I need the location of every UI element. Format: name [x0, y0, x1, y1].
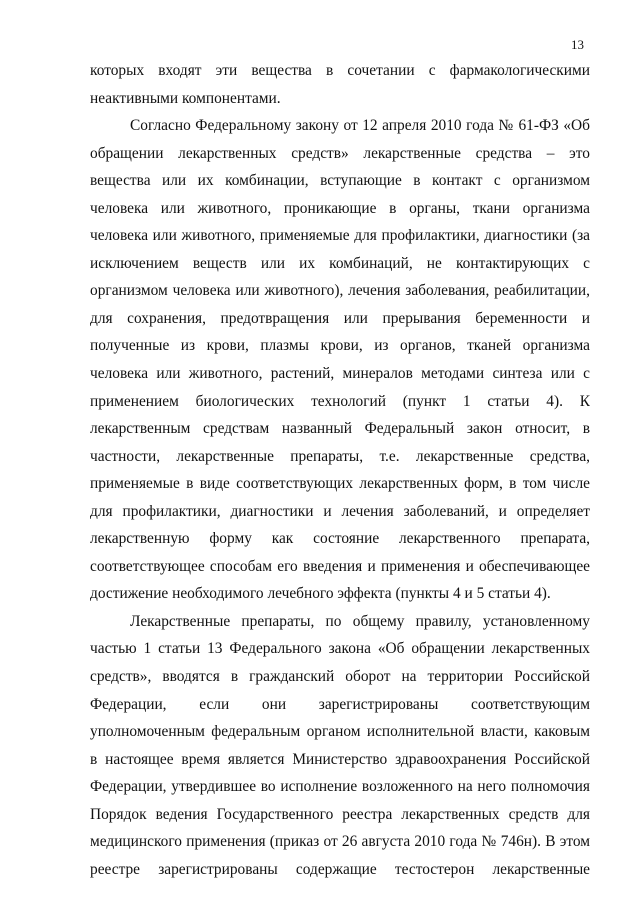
text-line: применением биологических технологий (пункт 1 статьи 4). К — [90, 392, 590, 410]
text-line: частности, лекарственные препараты, т.е. лекарственные средства, — [90, 447, 590, 465]
text-line: человека или животного, проникающие в органы, ткани организма — [90, 199, 590, 217]
text-line: уполномоченным федеральным органом исполнительной власти, каковым — [90, 723, 590, 741]
text-line: исключением веществ или их комбинаций, не контактирующих с — [90, 254, 590, 272]
text-line: Федерации, утвердившее во исполнение возложенного на него полномочия — [90, 778, 590, 796]
text-line: человека или животного, растений, минералов методами синтеза или с — [90, 365, 590, 383]
text-line: достижение необходимого лечебного эффекта (пункты 4 и 5 статьи 4). — [90, 585, 551, 603]
text-line: в настоящее время является Министерство здравоохранения Российской — [90, 750, 590, 768]
text-line: организмом человека или животного), лечения заболевания, реабилитации, — [90, 282, 590, 300]
text-line: средств», вводятся в гражданский оборот на территории Российской — [90, 668, 590, 686]
text-line: лекарственным средствам названный Федеральный закон относит, в — [90, 420, 590, 438]
text-line: применяемые в виде соответствующих лекарственных форм, в том числе — [90, 475, 590, 493]
text-line: вещества или их комбинации, вступающие в контакт с организмом — [90, 172, 590, 190]
text-line: Лекарственные препараты, по общему правилу, установленному — [130, 612, 590, 630]
text-line: для профилактики, диагностики и лечения заболеваний, и определяет — [90, 502, 590, 520]
text-line: человека или животного, применяемые для профилактики, диагностики (за — [90, 227, 590, 245]
text-line: полученные из крови, плазмы крови, из органов, тканей организма — [90, 337, 590, 355]
text-line: реестре зарегистрированы содержащие тестостерон лекарственные — [90, 860, 590, 878]
text-line: Федерации, если они зарегистрированы соответствующим — [90, 695, 590, 713]
text-line: частью 1 статьи 13 Федерального закона «Об обращении лекарственных — [90, 640, 590, 658]
text-line: которых входят эти вещества в сочетании с фармакологическими — [90, 62, 590, 79]
text-line: медицинского применения (приказ от 26 августа 2010 года № 746н). В этом — [90, 833, 590, 851]
text-line: соответствующее способам его введения и применения и обеспечивающее — [90, 557, 590, 575]
text-line: Порядок ведения Государственного реестра лекарственных средств для — [90, 805, 590, 823]
body-text — [90, 57, 590, 883]
text-line: Согласно Федеральному закону от 12 апреля 2010 года № 61-ФЗ «Об — [130, 117, 590, 135]
text-line: неактивными компонентами. — [90, 89, 281, 107]
text-line: обращении лекарственных средств» лекарственные средства – это — [90, 144, 590, 162]
page-number: 13 — [571, 37, 584, 52]
text-line: лекарственную форму как состояние лекарственного препарата, — [90, 530, 590, 548]
text-line: для сохранения, предотвращения или прерывания беременности и — [90, 309, 590, 327]
